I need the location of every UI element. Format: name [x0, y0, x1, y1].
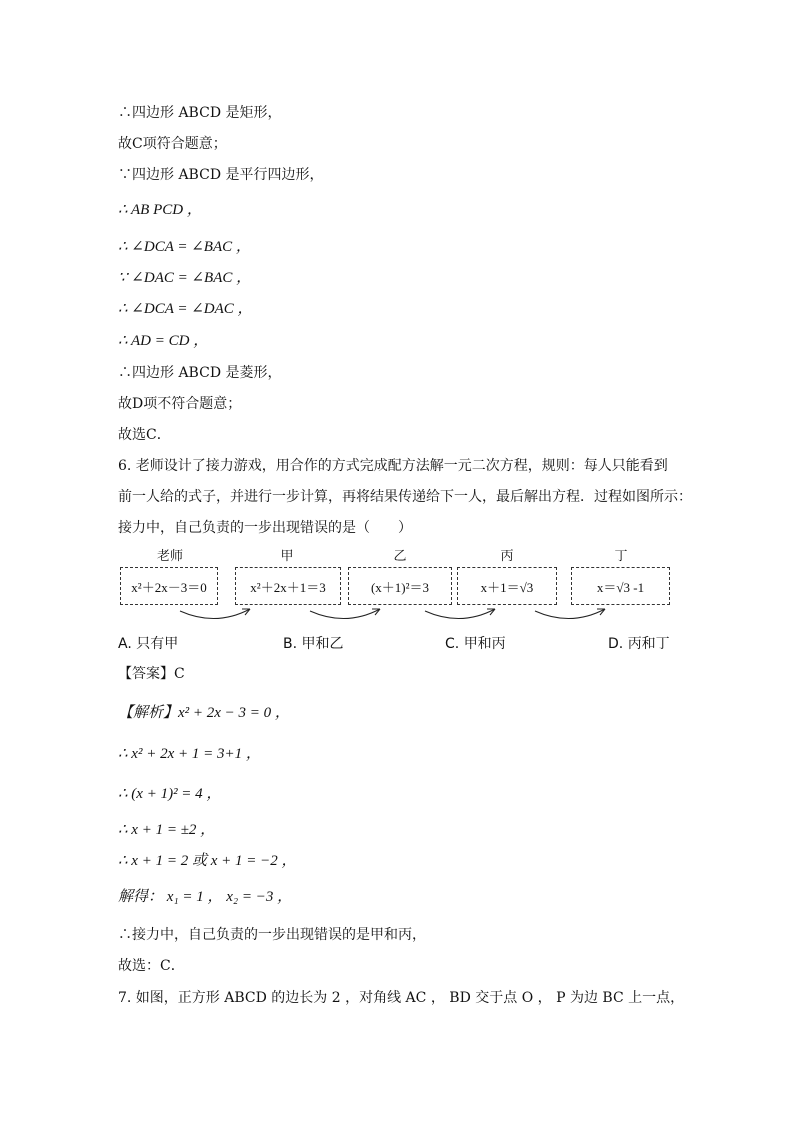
- arrow-icon: [178, 605, 258, 625]
- text-line: ∴四边形 ABCD 是菱形，: [118, 365, 282, 381]
- step-box-ding: x＝√3 -1: [571, 567, 670, 605]
- person-teacher: 老师: [156, 549, 183, 564]
- option-text: 甲和乙: [301, 636, 344, 652]
- question-6-line-3: 接力中，自己负责的一步出现错误的是（ ）: [118, 520, 412, 536]
- option-letter: A.: [118, 636, 132, 652]
- relay-diagram: [118, 545, 678, 635]
- step-box-yi: (x＋1)²＝3: [348, 567, 452, 605]
- question-6-line-2: 前一人给的式子，并进行一步计算，再将结果传递给下一人，最后解出方程．过程如图所示：: [118, 489, 692, 505]
- person-bing: 丙: [500, 549, 514, 564]
- text-line: 故选C．: [118, 427, 171, 443]
- text-line: ∵四边形 ABCD 是平行四边形，: [118, 167, 324, 183]
- option-text: 只有甲: [136, 636, 179, 652]
- person-jia: 甲: [280, 549, 294, 564]
- answer-line: 【答案】C: [118, 666, 185, 682]
- math-line: ∴ ∠DCA = ∠DAC ，: [118, 301, 253, 317]
- math-line: ∴ AB PCD ，: [118, 202, 202, 218]
- arrow-icon: [533, 605, 613, 625]
- arrow-icon: [423, 605, 503, 625]
- solution-line: ∴接力中，自己负责的一步出现错误的是甲和丙，: [118, 927, 426, 943]
- text-line: 故D项不符合题意；: [118, 396, 242, 412]
- solution-line: 故选：C．: [118, 958, 185, 974]
- solution-line: ∴ x² + 2x + 1 = 3+1 ，: [118, 746, 261, 762]
- question-6-line-1: 6. 老师设计了接力游戏，用合作的方式完成配方法解一元二次方程，规则：每人只能看到: [118, 458, 668, 474]
- option-c: [445, 633, 506, 653]
- solution-line: ∴ x + 1 = ±2 ，: [118, 822, 216, 838]
- option-text: 丙和丁: [627, 636, 670, 652]
- person-yi: 乙: [393, 549, 407, 564]
- question-7-line-1: 7. 如图，正方形 ABCD 的边长为 2 ，对角线 AC ， BD 交于点 O ， P 为边 BC 上一点，: [118, 990, 685, 1006]
- solution-line: ∴ (x + 1)² = 4 ，: [118, 786, 222, 802]
- solution-line: 【解析】x² + 2x − 3 = 0 ，: [118, 705, 290, 721]
- option-a: [118, 633, 178, 653]
- step-box-jia: x²＋2x＋1＝3: [235, 567, 341, 605]
- math-line: ∴ AD = CD ，: [118, 333, 209, 349]
- option-letter: B.: [283, 636, 298, 652]
- math-line: ∵ ∠DAC = ∠BAC ，: [118, 270, 252, 286]
- option-b: [283, 633, 344, 653]
- option-d: [608, 633, 670, 653]
- step-box-teacher: x²＋2x－3＝0: [120, 567, 218, 605]
- solution-line: 解得： x₁ = 1 ， x₂ = −3 ，: [118, 889, 293, 905]
- step-box-bing: x＋1＝√3: [457, 567, 557, 605]
- text-line: 故C项符合题意；: [118, 136, 227, 152]
- person-ding: 丁: [614, 549, 628, 564]
- arrow-icon: [308, 605, 388, 625]
- solution-line: ∴ x + 1 = 2 或 x + 1 = −2 ，: [118, 853, 297, 869]
- option-letter: C.: [445, 636, 460, 652]
- option-letter: D.: [608, 636, 624, 652]
- text-line: ∴四边形 ABCD 是矩形，: [118, 105, 282, 121]
- option-text: 甲和丙: [463, 636, 506, 652]
- math-line: ∴ ∠DCA = ∠BAC ，: [118, 239, 251, 255]
